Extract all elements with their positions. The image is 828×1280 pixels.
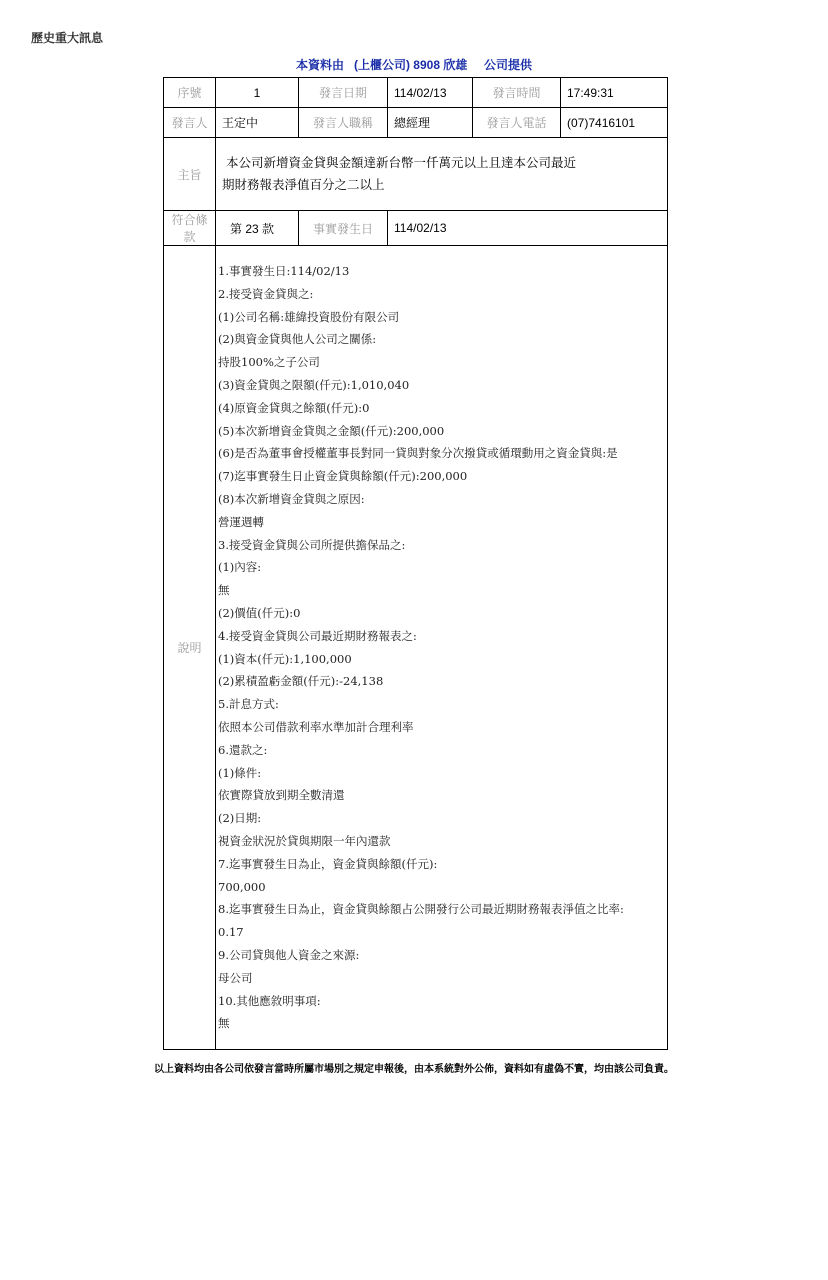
- description-line: (2)與資金貸與他人公司之關係:: [218, 332, 377, 347]
- subject-value: [216, 138, 668, 211]
- description-line: (6)是否為董事會授權董事長對同一貸與對象分次撥貸或循環動用之資金貸與:是: [218, 446, 618, 461]
- event-date-label: 事實發生日: [299, 211, 388, 246]
- phone-label: 發言人電話: [473, 108, 561, 138]
- description-line: 4.接受資金貸與公司最近期財務報表之:: [218, 628, 417, 643]
- row-subject: [164, 138, 668, 211]
- phone-value: (07)7416101: [561, 108, 668, 138]
- description-line: 10.其他應敘明事項:: [218, 993, 321, 1008]
- description-line: 持股100%之子公司: [218, 355, 320, 370]
- subject-label: 主旨: [164, 138, 216, 211]
- description-line: 9.公司貸與他人資金之來源:: [218, 947, 360, 962]
- description-line: (7)迄事實發生日止資金貸與餘額(仟元):200,000: [218, 469, 468, 484]
- time-label: 發言時間: [473, 78, 561, 108]
- footer-disclaimer: 以上資料均由各公司依發言當時所屬市場別之規定申報後，由本系統對外公佈，資料如有虛偽不實，均由該公司負責。: [154, 1064, 674, 1075]
- description-line: 3.接受資金貸與公司所提供擔保品之:: [218, 537, 406, 552]
- description-label: 說明: [164, 246, 216, 1050]
- description-line: 母公司: [218, 970, 253, 985]
- description-line: 營運週轉: [218, 514, 264, 529]
- description-line: 視資金狀況於貸與期限一年內還款: [218, 833, 391, 848]
- description-line: (2)價值(仟元):0: [218, 605, 301, 620]
- description-line: (5)本次新增資金貸與之金額(仟元):200,000: [218, 423, 445, 438]
- speaker-value: 王定中: [216, 108, 299, 138]
- speaker-title-value: 總經理: [388, 108, 473, 138]
- description-line: (1)條件:: [218, 765, 262, 780]
- date-label: 發言日期: [299, 78, 388, 108]
- description-line: 無: [218, 1016, 230, 1031]
- description-line: 1.事實發生日:114/02/13: [218, 264, 350, 278]
- description-line: (1)公司名稱:雄緯投資股份有限公司: [218, 309, 400, 324]
- description-line: 依實際貸放到期全數清還: [218, 788, 345, 803]
- clause-value: 第 23 款: [216, 211, 299, 246]
- source-company: (上櫃公司) 8908 欣雄: [353, 58, 468, 72]
- subject-line-2: 期財務報表淨值百分之二以上: [222, 178, 385, 192]
- row-clause: [164, 211, 668, 246]
- row-seq: [164, 78, 668, 108]
- description-line: 0.17: [218, 925, 244, 940]
- description-line: 2.接受資金貸與之:: [218, 286, 314, 301]
- speaker-title-label: 發言人職稱: [299, 108, 388, 138]
- description-line: (4)原資金貸與之餘額(仟元):0: [218, 400, 370, 415]
- description-line: 7.迄事實發生日為止，資金貸與餘額(仟元):: [218, 856, 438, 871]
- row-speaker: [164, 108, 668, 138]
- time-value: 17:49:31: [561, 78, 668, 108]
- row-description: [164, 246, 668, 1050]
- description-line: (2)累積盈虧金額(仟元):-24,138: [218, 674, 384, 689]
- description-line: (1)內容:: [218, 560, 262, 575]
- date-value: 114/02/13: [388, 78, 473, 108]
- clause-label: 符合條款: [164, 211, 216, 246]
- seq-value: 1: [216, 78, 299, 108]
- description-line: 無: [218, 583, 230, 598]
- description-lines: [218, 246, 667, 1049]
- description-line: 5.計息方式:: [218, 697, 279, 712]
- announcement-table: [163, 77, 668, 1050]
- source-line: [0, 56, 828, 73]
- seq-label: 序號: [164, 78, 216, 108]
- description-line: (1)資本(仟元):1,100,000: [218, 651, 352, 666]
- description-line: 700,000: [218, 879, 266, 894]
- subject-line-1: 本公司新增資金貸與金額達新台幣一仟萬元以上且達本公司最近: [226, 156, 577, 170]
- description-line: (8)本次新增資金貸與之原因:: [218, 491, 365, 506]
- description-line: (3)資金貸與之限額(仟元):1,010,040: [218, 377, 410, 392]
- speaker-label: 發言人: [164, 108, 216, 138]
- description-line: (2)日期:: [218, 811, 262, 826]
- event-date-value: 114/02/13: [388, 211, 668, 246]
- description-value: [216, 246, 668, 1050]
- source-prefix: 本資料由: [295, 58, 344, 72]
- source-suffix: 公司提供: [484, 58, 533, 72]
- description-line: 8.迄事實發生日為止，資金貸與餘額占公開發行公司最近期財務報表淨值之比率:: [218, 902, 624, 917]
- description-line: 依照本公司借款利率水準加計合理利率: [218, 719, 414, 734]
- page-title: 歷史重大訊息: [31, 31, 104, 45]
- description-line: 6.還款之:: [218, 742, 268, 757]
